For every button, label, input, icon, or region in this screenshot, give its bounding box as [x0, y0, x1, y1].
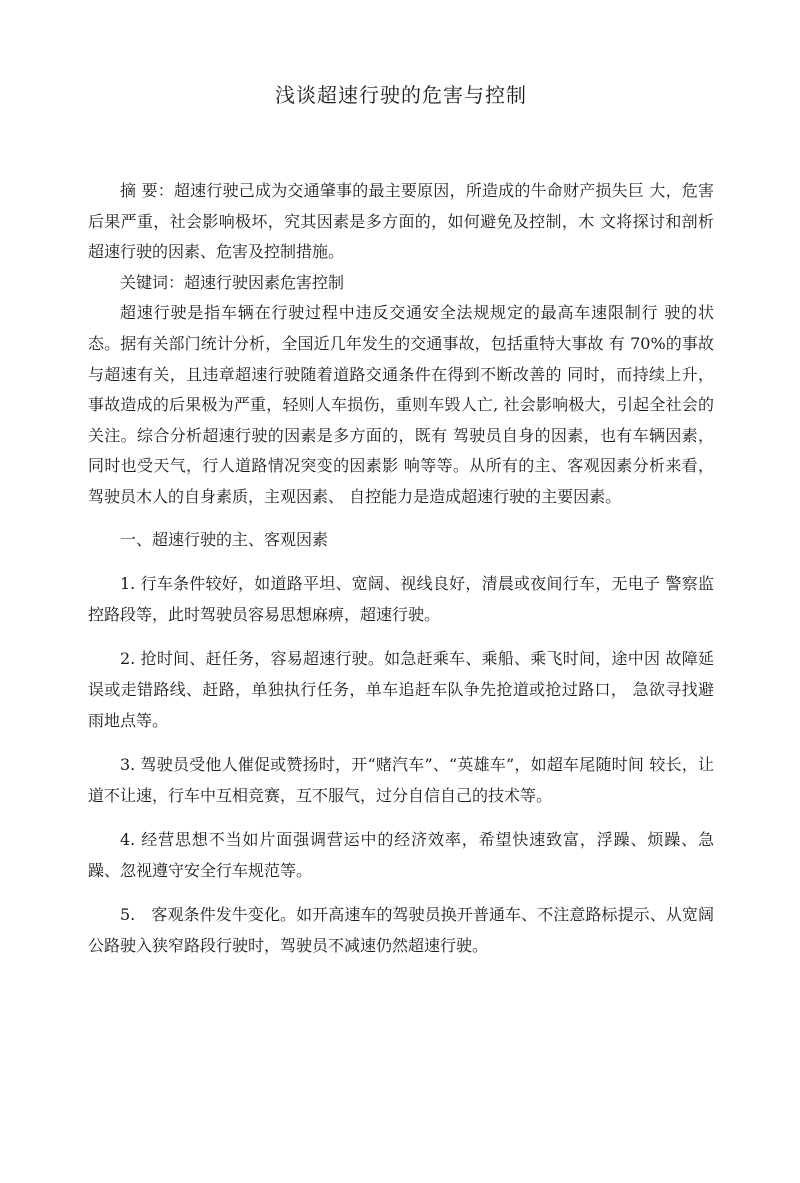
list-item: 4. 经营思想不当如片面强调营运中的经济效率，希望快速致富，浮躁、烦躁、急躁、忽视遵守安全行车规范等。 [88, 830, 714, 880]
list-item: 3. 驾驶员受他人催促或赞扬时，开“赌汽车”、“英雄车”，如超车尾随时间 较长，让道不让速，行车中互相竞赛，互不服气，过分自信自己的技术等。 [88, 755, 714, 805]
document-title: 浅谈超速行驶的危害与控制 [275, 83, 527, 107]
document-page [88, 78, 714, 962]
keywords-paragraph: 关键词：超速行驶因素危害控制 [120, 272, 345, 292]
list-item: 1. 行车条件较好，如道路平坦、宽阔、视线良好，清晨或夜间行车，无电子 警察监控路段等，此时驾驶员容易思想麻痹，超速行驶。 [88, 574, 714, 624]
list-item: 5. 客观条件发牛变化。如开高速车的驾驶员换开普通车、不注意路标提示、从宽阔公路驶入狭窄路段行驶时，驾驶员不减速仍然超速行驶。 [88, 905, 714, 956]
abstract-paragraph: 摘 要：超速行驶己成为交通肇事的最主要原因，所造成的牛命财产损失巨 大，危害后果严重，社会影响极坏，究其因素是多方面的，如何避免及控制，木 文将探讨和剖析超速行驶的因素、危害及控制措施。 [88, 181, 714, 262]
intro-paragraph: 超速行驶是指车辆在行驶过程中违反交通安全法规规定的最高车速限制行 驶的状态。据有关部门统计分析，全国近几年发生的交通事故，包括重特大事故 有 70%的事故与超速有关，且违章超速行驶随着道路交通条件在得到不断改善的 同时，而持续上升，事故造成的后果极为严重，轻则人车损伤，重则车毁人亡, 社会影响极大，引起全社会的关注。综合分析超速行驶的因素是多方面的，既有 驾驶员自身的因素，也有车辆因素，同时也受天气，行人道路情况突变的因素影 响等等。从所有的主、客观因素分析来看，驾驶员木人的自身素质，主观因素、 自控能力是造成超速行驶的主要因素。 [88, 303, 714, 506]
section-heading: 一、超速行驶的主、客观因素 [120, 529, 329, 549]
list-item: 2. 抢时间、赶任务，容易超速行驶。如急赶乘车、乘船、乘飞时间，途中因 故障延误或走错路线、赶路，单独执行任务，单车追赶车队争先抢道或抢过路口， 急欲寻找避雨地点等。 [88, 649, 714, 730]
